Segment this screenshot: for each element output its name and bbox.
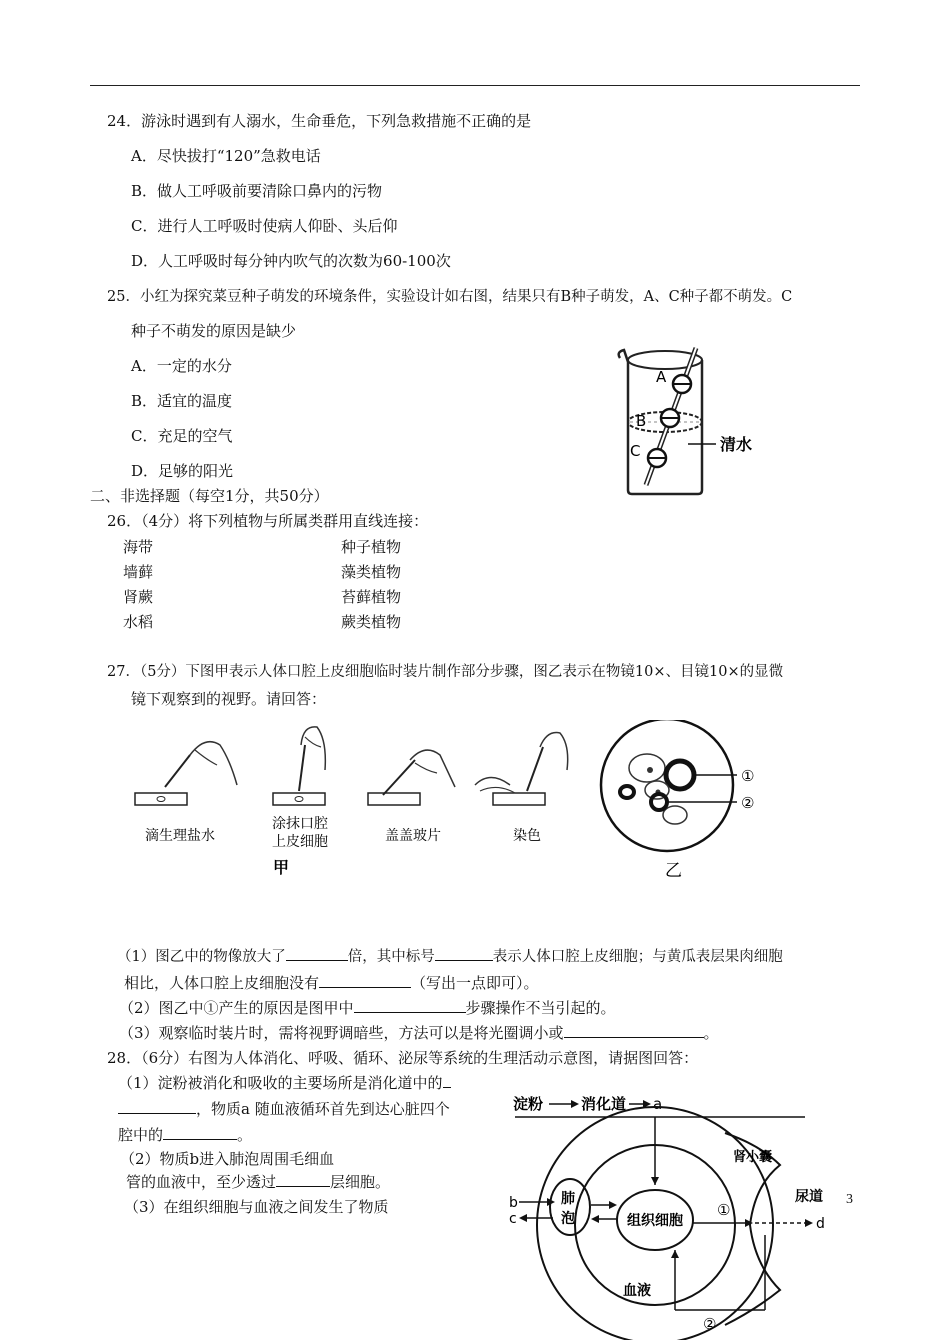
alveolus-label: 泡 <box>561 1211 575 1227</box>
q24-option-a: A．尽快拔打“120”急救电话 <box>131 147 321 165</box>
answer-blank[interactable] <box>435 946 493 961</box>
seed-c-label: C <box>630 442 641 460</box>
q26-group: 藻类植物 <box>341 563 402 581</box>
q28-sub1-line2 <box>118 1098 450 1119</box>
q28-sub1-line3 <box>118 1124 252 1145</box>
q25-option-c: C．充足的空气 <box>131 427 233 445</box>
figure-yi-label: 乙 <box>665 861 682 880</box>
section2-title: 二、非选择题（每空1分，共50分） <box>90 487 329 505</box>
answer-blank[interactable] <box>276 1172 330 1187</box>
q24-stem: 24．游泳时遇到有人溺水，生命垂危，下列急救措施不正确的是 <box>107 112 532 130</box>
q28-sub2-line2 <box>126 1171 390 1192</box>
q28-sub1-text-d: 。 <box>237 1126 253 1144</box>
q26-group: 蕨类植物 <box>341 613 402 631</box>
q26-plant: 海带 <box>123 538 154 556</box>
water-label: 清水 <box>720 435 753 454</box>
header-rule <box>90 85 860 86</box>
q28-stem: 28．（6分）右图为人体消化、呼吸、循环、泌尿等系统的生理活动示意图，请据图回答： <box>107 1049 699 1067</box>
c-label: c <box>509 1211 517 1227</box>
figure-jia-label: 甲 <box>273 858 290 877</box>
q26-plant: 水稻 <box>123 613 154 631</box>
answer-blank[interactable] <box>443 1073 451 1088</box>
step-label: 涂抹口腔 <box>272 816 328 832</box>
q25-option-a: A．一定的水分 <box>131 357 232 375</box>
a-label: a <box>653 1095 663 1113</box>
q25-beaker-figure <box>608 340 808 500</box>
marker-2: ② <box>703 1315 717 1333</box>
q27-stem-line1: 27．（5分）下图甲表示人体口腔上皮细胞临时装片制作部分步骤，图乙表示在物镜10×、目镜10×的显微 <box>107 664 784 680</box>
q25-option-d: D．足够的阳光 <box>131 462 234 480</box>
q27-stem-line2: 镜下观察到的视野。请回答： <box>131 690 327 708</box>
answer-blank[interactable] <box>163 1125 237 1140</box>
q25-option-b: B．适宜的温度 <box>131 392 233 410</box>
answer-blank[interactable] <box>118 1099 196 1114</box>
step-label: 染色 <box>513 828 541 844</box>
marker-1: ① <box>741 767 755 785</box>
q27-sub1-text-d: 相比，人体口腔上皮细胞没有 <box>124 974 320 992</box>
q28-sub1-text-a: （1）淀粉被消化和吸收的主要场所是消化道中的 <box>118 1074 443 1092</box>
answer-blank[interactable] <box>319 973 411 988</box>
lung-label: 肺 <box>561 1191 575 1207</box>
q28-sub2-text-b: 管的血液中，至少透过 <box>126 1173 277 1191</box>
q27-figure-jia <box>125 715 590 885</box>
page-number: 3 <box>846 1192 853 1207</box>
gut-label: 消化道 <box>581 1095 627 1113</box>
q27-sub2-text-a: （2）图乙中①产生的原因是图甲中 <box>119 999 354 1017</box>
q27-sub1-line2 <box>124 972 539 993</box>
q26-group: 种子植物 <box>341 538 402 556</box>
q27-sub3-text-b: 。 <box>703 1024 719 1042</box>
d-label: d <box>816 1216 825 1232</box>
marker-1: ① <box>717 1201 731 1219</box>
blood-label: 血液 <box>623 1283 651 1299</box>
marker-2: ② <box>741 794 755 812</box>
step-label: 盖盖玻片 <box>385 828 441 844</box>
q26-plant: 肾蕨 <box>123 588 154 606</box>
q26-stem: 26．（4分）将下列植物与所属类群用直线连接： <box>107 512 429 530</box>
b-label: b <box>509 1195 518 1211</box>
answer-blank[interactable] <box>564 1023 704 1038</box>
q27-sub3 <box>119 1022 719 1043</box>
answer-blank[interactable] <box>354 998 466 1013</box>
q27-sub2 <box>119 997 616 1018</box>
q26-group: 苔藓植物 <box>341 588 402 606</box>
q28-sub1-text-b: ，物质a 随血液循环首先到达心脏四个 <box>196 1100 450 1118</box>
kidney-label: 肾小囊 <box>733 1150 773 1165</box>
q24-option-d: D．人工呼吸时每分钟内吹气的次数为60-100次 <box>131 252 451 270</box>
q28-sub1-text-c: 腔中的 <box>118 1126 164 1144</box>
q28-figure <box>505 1085 835 1340</box>
q25-stem-line1: 25．小红为探究菜豆种子萌发的环境条件，实验设计如右图，结果只有B种子萌发，A、C种子都不萌发。C <box>107 289 793 305</box>
q28-sub1-line1 <box>118 1072 451 1093</box>
q27-sub1-line1 <box>117 945 783 966</box>
step-label: 滴生理盐水 <box>145 828 215 844</box>
q26-plant: 墙藓 <box>123 563 154 581</box>
seed-b-label: B <box>636 412 647 430</box>
q28-sub3-line1: （3）在组织细胞与血液之间发生了物质 <box>124 1198 389 1216</box>
q27-sub1-text-c: 表示人体口腔上皮细胞；与黄瓜表层果肉细胞 <box>492 949 783 965</box>
urethra-label: 尿道 <box>795 1189 823 1205</box>
q24-option-c: C．进行人工呼吸时使病人仰卧、头后仰 <box>131 217 398 235</box>
tissue-cell-label: 组织细胞 <box>627 1213 683 1229</box>
q27-sub3-text-a: （3）观察临时装片时，需将视野调暗些，方法可以是将光圈调小或 <box>119 1024 564 1042</box>
q27-sub1-text-a: （1）图乙中的物像放大了 <box>117 949 286 965</box>
q25-stem-line2: 种子不萌发的原因是缺少 <box>131 322 297 340</box>
q27-sub1-text-e: （写出一点即可）。 <box>411 974 539 992</box>
q28-sub2-text-c: 层细胞。 <box>330 1173 391 1191</box>
starch-label: 淀粉 <box>513 1095 544 1113</box>
q27-sub1-text-b: 倍，其中标号 <box>347 949 435 965</box>
seed-a-label: A <box>656 368 667 386</box>
step-label: 上皮细胞 <box>272 834 328 850</box>
q27-figure-yi <box>595 720 805 880</box>
q28-sub2-line1: （2）物质b进入肺泡周围毛细血 <box>120 1150 335 1168</box>
q27-sub2-text-b: 步骤操作不当引起的。 <box>465 999 616 1017</box>
q24-option-b: B．做人工呼吸前要清除口鼻内的污物 <box>131 182 383 200</box>
answer-blank[interactable] <box>286 946 348 961</box>
